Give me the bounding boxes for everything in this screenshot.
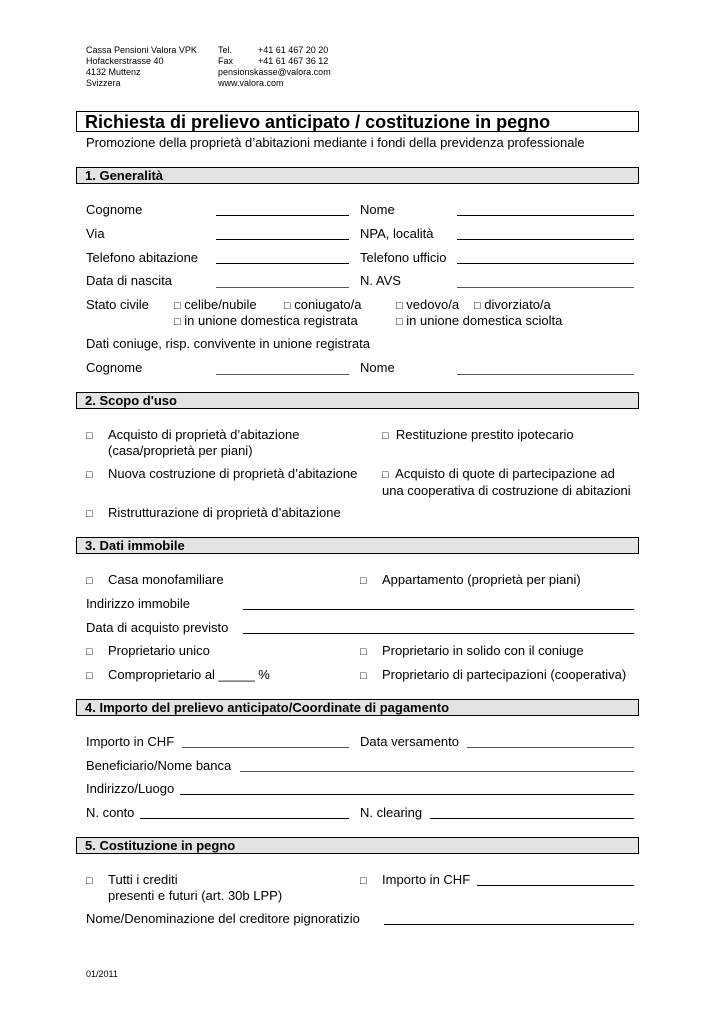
checkbox-appartamento[interactable] <box>360 572 367 589</box>
acquisto-label: Acquisto di proprietà d’abitazione (casa/proprietà per piani) <box>108 427 300 458</box>
email: pensionskasse@valora.com <box>218 67 331 77</box>
checkbox-icon[interactable]: □ <box>174 316 181 328</box>
checkbox-comproprietario[interactable] <box>86 667 93 684</box>
section-4-heading: 4. Importo del prelievo anticipato/Coordinate di pagamento <box>76 699 639 716</box>
nome-field[interactable] <box>457 215 634 216</box>
conto-field[interactable] <box>140 818 349 819</box>
checkbox-icon[interactable]: □ <box>86 875 93 887</box>
option-unione-sciolta[interactable]: □ in unione domestica sciolta <box>396 313 563 328</box>
form-version: 01/2011 <box>86 969 118 979</box>
nome-coniuge-label: Nome <box>360 360 395 375</box>
page-subtitle: Promozione della proprietà d’abitazioni mediante i fondi della previdenza professionale <box>86 135 585 150</box>
conto-label: N. conto <box>86 805 135 820</box>
partecipazioni-label: Proprietario di partecipazioni (cooperativa) <box>382 667 627 682</box>
cognome-label: Cognome <box>86 202 143 217</box>
option-celibe[interactable]: □ celibe/nubile <box>174 297 257 312</box>
checkbox-icon[interactable]: □ <box>360 670 367 682</box>
checkbox-icon[interactable]: □ <box>382 430 389 442</box>
option-coniugato[interactable]: □ coniugato/a <box>284 297 362 312</box>
cognome-coniuge-field[interactable] <box>216 374 349 375</box>
country: Svizzera <box>86 78 121 88</box>
tel-abitazione-label: Telefono abitazione <box>86 250 199 265</box>
tel-ufficio-label: Telefono ufficio <box>360 250 447 265</box>
via-label: Via <box>86 226 105 241</box>
option-divorziato[interactable]: □ divorziato/a <box>474 297 551 312</box>
npa-label: NPA, località <box>360 226 434 241</box>
street: Hofackerstrasse 40 <box>86 56 164 66</box>
cognome-field[interactable] <box>216 215 349 216</box>
data-versamento-label: Data versamento <box>360 734 459 749</box>
appartamento-label: Appartamento (proprietà per piani) <box>382 572 581 587</box>
contact-values <box>258 45 328 67</box>
checkbox-icon[interactable]: □ <box>284 300 291 312</box>
checkbox-crediti[interactable] <box>86 872 93 889</box>
option-unione-registrata[interactable]: □ in unione domestica registrata <box>174 313 358 328</box>
casa-label: Casa monofamiliare <box>108 572 224 587</box>
solido-label: Proprietario in solido con il coniuge <box>382 643 584 658</box>
option-vedovo[interactable]: □ vedovo/a <box>396 297 460 312</box>
unico-label: Proprietario unico <box>108 643 210 658</box>
checkbox-casa[interactable] <box>86 572 93 589</box>
indirizzo-luogo-field[interactable] <box>180 794 634 795</box>
npa-field[interactable] <box>457 239 634 240</box>
checkbox-acquisto[interactable] <box>86 427 93 444</box>
section-5-heading: 5. Costituzione in pegno <box>76 837 639 854</box>
checkbox-icon[interactable]: □ <box>86 508 93 520</box>
beneficiario-field[interactable] <box>240 771 634 772</box>
data-acquisto-label: Data di acquisto previsto <box>86 620 229 635</box>
checkbox-icon[interactable]: □ <box>360 646 367 658</box>
cognome-coniuge-label: Cognome <box>86 360 143 375</box>
nome-label: Nome <box>360 202 395 217</box>
checkbox-icon[interactable]: □ <box>382 469 389 481</box>
creditore-label: Nome/Denominazione del creditore pignoratizio <box>86 911 360 926</box>
comproprietario-label: Comproprietario al _____ % <box>108 667 270 682</box>
importo-field[interactable] <box>182 747 349 748</box>
section-1-heading: 1. Generalità <box>76 167 639 184</box>
city: 4132 Muttenz <box>86 67 141 77</box>
data-nascita-field[interactable] <box>216 287 349 288</box>
clearing-field[interactable] <box>430 818 634 819</box>
tel-label: Tel. <box>218 45 233 55</box>
section-3-heading: 3. Dati immobile <box>76 537 639 554</box>
importo-pegno-field[interactable] <box>477 885 634 886</box>
contact-web <box>218 67 331 89</box>
sender-address <box>86 45 197 89</box>
section-2-heading: 2. Scopo d'uso <box>76 392 639 409</box>
nome-coniuge-field[interactable] <box>457 374 634 375</box>
checkbox-ristrutturazione[interactable] <box>86 505 93 522</box>
checkbox-unico[interactable] <box>86 643 93 660</box>
tel-abitazione-field[interactable] <box>216 263 349 264</box>
creditore-field[interactable] <box>384 924 634 925</box>
beneficiario-label: Beneficiario/Nome banca <box>86 758 232 773</box>
clearing-label: N. clearing <box>360 805 423 820</box>
crediti-label: Tutti i crediti presenti e futuri (art. 30b LPP) <box>108 872 283 903</box>
company-name: Cassa Pensioni Valora VPK <box>86 45 197 55</box>
checkbox-icon[interactable]: □ <box>86 469 93 481</box>
checkbox-icon[interactable]: □ <box>86 575 93 587</box>
data-versamento-field[interactable] <box>467 747 634 748</box>
checkbox-solido[interactable] <box>360 643 367 660</box>
option-quote[interactable]: □ Acquisto di quote di partecipazione ad una cooperativa di costruzione di abitazioni <box>382 466 631 498</box>
avs-field[interactable] <box>457 287 634 288</box>
page-title: Richiesta di prelievo anticipato / costituzione in pegno <box>76 111 639 132</box>
checkbox-icon[interactable]: □ <box>86 670 93 682</box>
fax-value: +41 61 467 36 12 <box>258 56 329 66</box>
indirizzo-immobile-field[interactable] <box>243 609 634 610</box>
checkbox-icon[interactable]: □ <box>360 875 367 887</box>
checkbox-icon[interactable]: □ <box>396 300 403 312</box>
checkbox-icon[interactable]: □ <box>396 316 403 328</box>
tel-value: +41 61 467 20 20 <box>258 45 329 55</box>
option-restituzione[interactable]: □ Restituzione prestito ipotecario <box>382 427 574 442</box>
dati-coniuge-label: Dati coniuge, risp. convivente in unione registrata <box>86 336 370 351</box>
data-nascita-label: Data di nascita <box>86 273 172 288</box>
importo-pegno-label: Importo in CHF <box>382 872 471 887</box>
checkbox-nuova[interactable] <box>86 466 93 483</box>
data-acquisto-field[interactable] <box>243 633 634 634</box>
tel-ufficio-field[interactable] <box>457 263 634 264</box>
checkbox-icon[interactable]: □ <box>86 646 93 658</box>
checkbox-icon[interactable]: □ <box>86 430 93 442</box>
checkbox-icon[interactable]: □ <box>474 300 481 312</box>
nuova-label: Nuova costruzione di proprietà d’abitazione <box>108 466 358 481</box>
checkbox-importo-pegno[interactable] <box>360 872 367 889</box>
checkbox-icon[interactable]: □ <box>174 300 181 312</box>
avs-label: N. AVS <box>360 273 401 288</box>
website: www.valora.com <box>218 78 284 88</box>
checkbox-partecipazioni[interactable] <box>360 667 367 684</box>
indirizzo-luogo-label: Indirizzo/Luogo <box>86 781 175 796</box>
fax-label: Fax <box>218 56 234 66</box>
importo-label: Importo in CHF <box>86 734 175 749</box>
stato-civile-label: Stato civile <box>86 297 149 312</box>
indirizzo-immobile-label: Indirizzo immobile <box>86 596 191 611</box>
checkbox-icon[interactable]: □ <box>360 575 367 587</box>
via-field[interactable] <box>216 239 349 240</box>
ristrutturazione-label: Ristrutturazione di proprietà d’abitazione <box>108 505 341 520</box>
contact-labels <box>218 45 233 67</box>
